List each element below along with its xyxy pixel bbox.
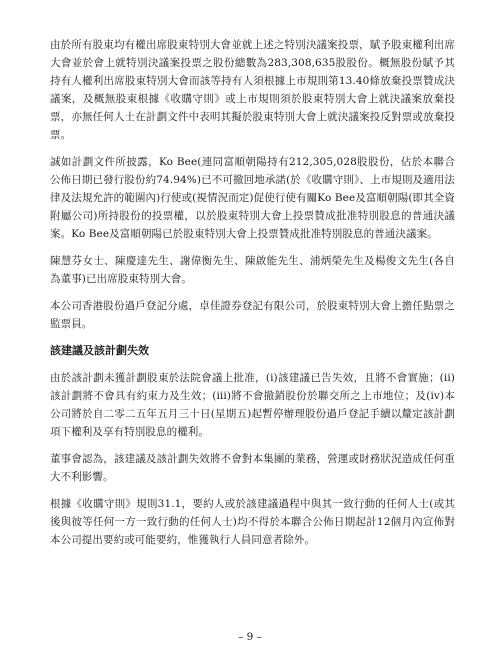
paragraph-directors-attendance: 陳慧芬女士、陳慶達先生、謝偉衡先生、陳啟能先生、浦炳榮先生及楊俊文先生(各自為董事)已出席股東特別大會。 xyxy=(50,255,455,285)
paragraph-irrevocable-undertaking: 誠如計劃文件所披露，Ko Bee(連同富順朝陽持有212,305,028股股份，佔於本聯合公佈日期已發行股份約74.94%)已不可撤回地承諾(於《收購守則》、上市規則及適用法律及法規允許的範圍內)行使或(視情況而定)促使行使有關Ko Bee及富順朝陽(即其全資附屬公司)所持股份的投票權，以於股東特別大會上投票贊成批准特別股息的普通決議案。Ko Bee及富順朝陽已於股東特別大會上投票贊成批准特別股息的普通決議案。 xyxy=(50,156,455,240)
paragraph-rule-31-1: 根據《收購守則》規則31.1，要約人或於該建議過程中與其一致行動的任何人士(或其後與彼等任何一方一致行動的任何人士)均不得於本聯合公佈日期起計12個月內宣佈對本公司提出要約或可能要約，惟獲執行人員同意者除外。 xyxy=(50,498,455,546)
section-heading-lapse: 該建議及該計劃失效 xyxy=(50,344,149,357)
paragraph-lapse-consequences: 由於該計劃未獲計劃股東於法院會議上批准，(i)該建議已告失效，且將不會實施；(ii)該計劃將不會具有約束力及生效；(iii)將不會撤銷股份於聯交所之上市地位；及(iv)本公司將於自二零二五年五月三十日(星期五)起暫停辦理股份過戶登記手續以釐定該計劃項下權利及享有特別股息的權利。 xyxy=(50,372,455,438)
paragraph-scrutineer: 本公司香港股份過戶登記分處，卓佳證券登記有限公司，於股東特別大會上擔任點票之監票員。 xyxy=(50,300,455,330)
document-body xyxy=(50,36,455,558)
paragraph-board-opinion: 董事會認為，該建議及該計劃失效將不會對本集團的業務，營運或財務狀況造成任何重大不利影響。 xyxy=(50,453,455,483)
paragraph-voting-shares: 由於所有股東均有權出席股東特別大會並就上述之特別決議案投票，賦予股東權利出席大會並於會上就特別決議案投票之股份總數為283,308,635股股份。概無股份賦予其持有人權利出席股東特別大會而該等持有人須根據上市規則第13.40條放棄投票贊成決議案，及概無股東根據《收購守則》或上市規則須於股東特別大會上就決議案放棄投票，亦無任何人士在計劃文件中表明其擬於股東特別大會上就決議案投反對票或放棄投票。 xyxy=(50,39,455,141)
page-number: – 9 – xyxy=(238,631,262,643)
